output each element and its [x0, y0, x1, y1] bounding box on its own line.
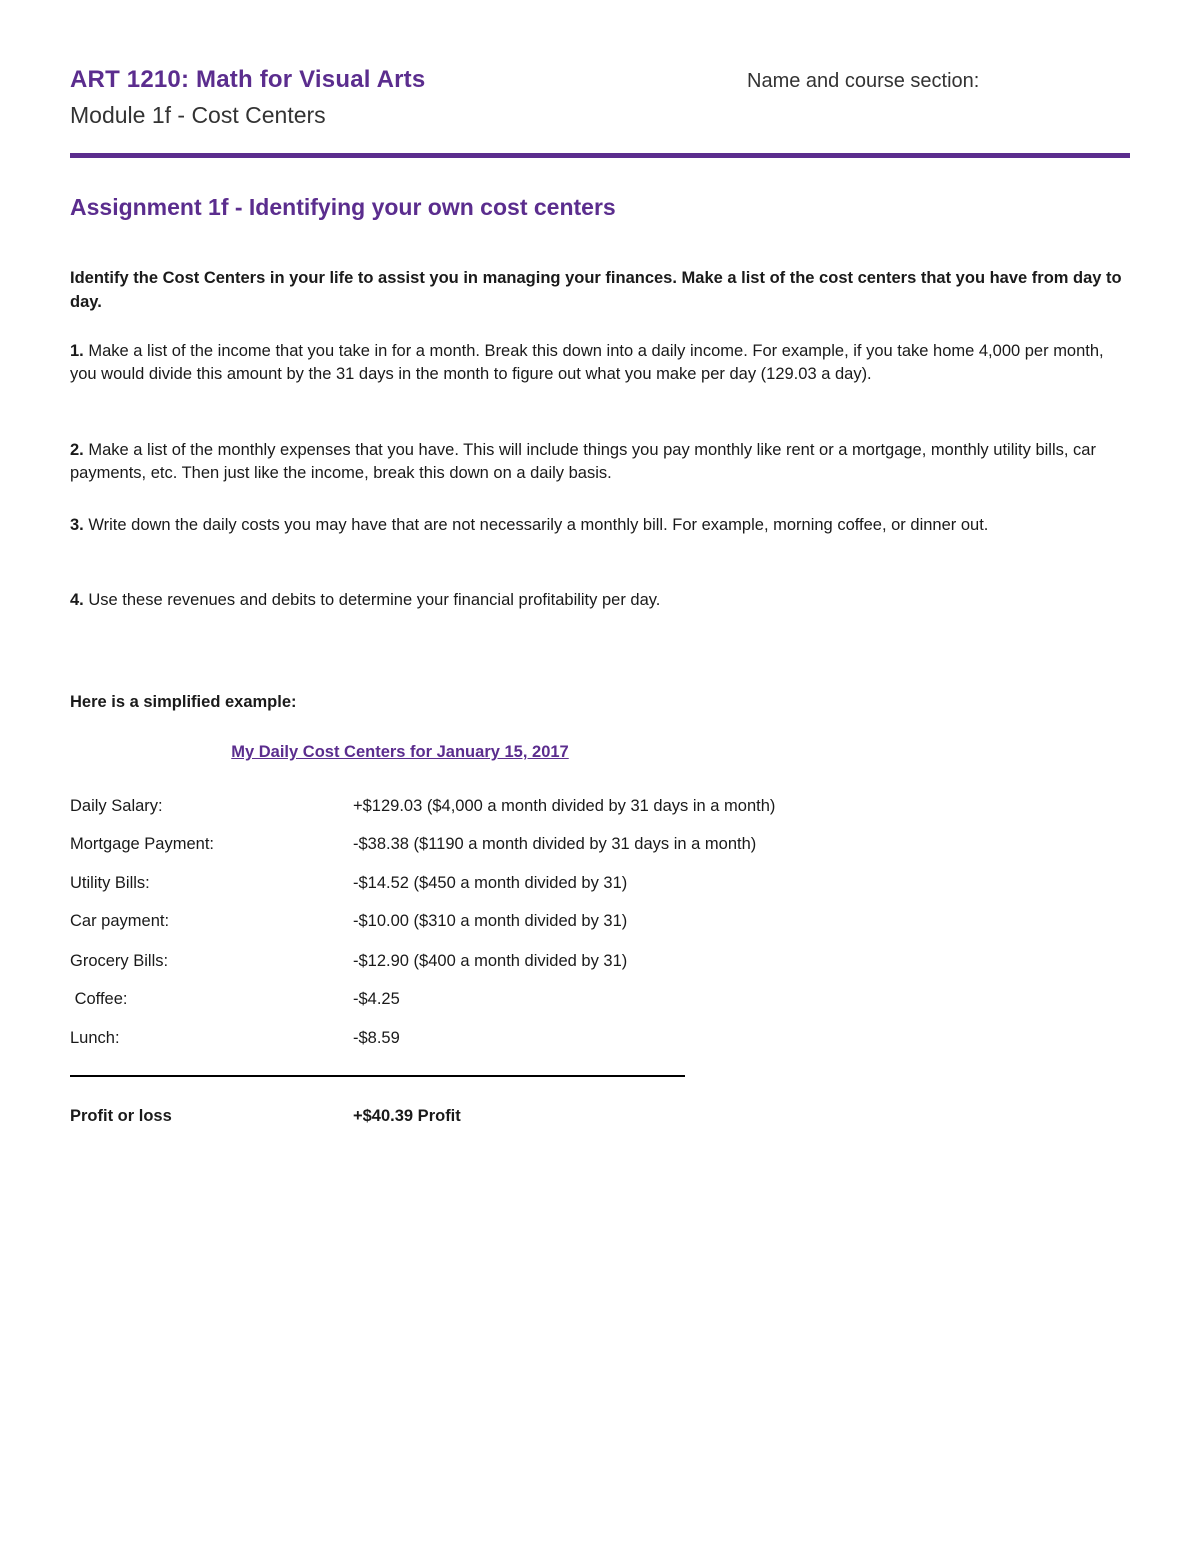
step-number: 2.: [70, 441, 84, 459]
module-title: Module 1f - Cost Centers: [70, 102, 326, 128]
step-number: 1.: [70, 342, 84, 360]
example-label: Here is a simplified example:: [70, 693, 297, 711]
cost-value: +$129.03 ($4,000 a month divided by 31 days in a month): [353, 797, 776, 815]
total-value: +$40.39 Profit: [353, 1107, 461, 1125]
step-4: [70, 589, 1130, 612]
cost-value: -$10.00 ($310 a month divided by 31): [353, 912, 628, 930]
cost-label: Utility Bills:: [70, 874, 150, 892]
step-text: Make a list of the income that you take in for a month. Break this down into a daily income. For example, if you take home 4,000 per month, you would divide this amount by the 31 days in the month to figure out what you make per day (129.03 a day).: [70, 342, 1104, 383]
course-title: ART 1210: Math for Visual Arts: [70, 66, 426, 93]
step-number: 3.: [70, 516, 84, 534]
cost-label: Lunch:: [70, 1029, 120, 1047]
cost-value: -$12.90 ($400 a month divided by 31): [353, 952, 628, 970]
assignment-intro: Identify the Cost Centers in your life to assist you in managing your finances. Make a list of the cost centers that you have from day to day.: [70, 269, 1122, 311]
cost-value: -$8.59: [353, 1029, 400, 1047]
cost-label: Daily Salary:: [70, 797, 163, 815]
cost-label: Mortgage Payment:: [70, 835, 214, 853]
step-text: Write down the daily costs you may have that are not necessarily a monthly bill. For example, morning coffee, or dinner out.: [88, 516, 989, 534]
step-1: [70, 340, 1130, 386]
cost-label: Coffee:: [70, 990, 128, 1008]
total-divider: [70, 1075, 685, 1077]
step-3: [70, 514, 1130, 537]
assignment-title: Assignment 1f - Identifying your own cost centers: [70, 194, 616, 220]
total-label: Profit or loss: [70, 1107, 172, 1125]
cost-value: -$38.38 ($1190 a month divided by 31 days in a month): [353, 835, 757, 853]
example-title: My Daily Cost Centers for January 15, 2017: [231, 743, 569, 761]
step-text: Make a list of the monthly expenses that you have. This will include things you pay monthly like rent or a mortgage, monthly utility bills, car payments, etc. Then just like the income, break this down on a daily basis.: [70, 441, 1096, 482]
header-divider: [70, 153, 1130, 158]
name-and-section-label: Name and course section:: [747, 70, 980, 92]
cost-value: -$14.52 ($450 a month divided by 31): [353, 874, 628, 892]
step-text: Use these revenues and debits to determine your financial profitability per day.: [88, 591, 661, 609]
step-2: [70, 439, 1130, 485]
cost-label: Car payment:: [70, 912, 170, 930]
cost-label: Grocery Bills:: [70, 952, 169, 970]
cost-value: -$4.25: [353, 990, 400, 1008]
step-number: 4.: [70, 591, 84, 609]
